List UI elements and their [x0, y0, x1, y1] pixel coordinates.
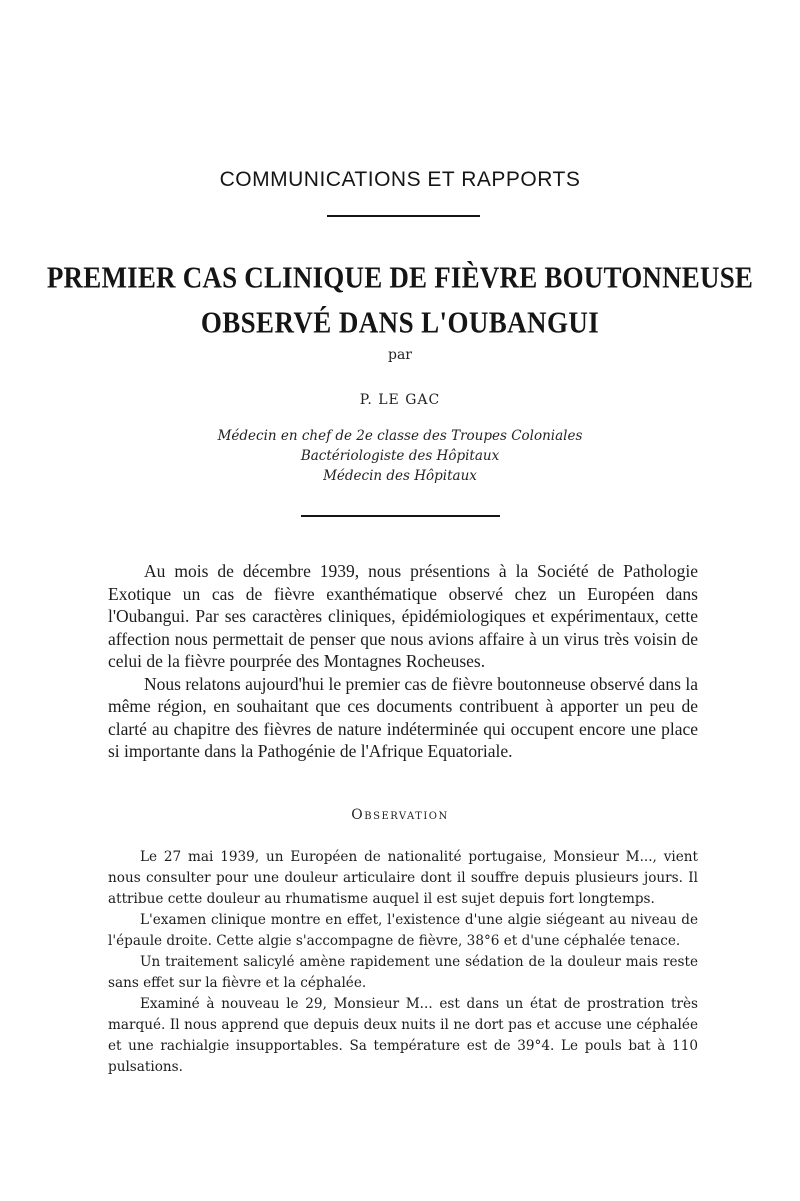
affiliation-line: Bactériologiste des Hôpitaux	[300, 448, 500, 464]
intro-paragraph: Au mois de décembre 1939, nous présentions à la Société de Pathologie Exotique un cas de fièvre exanthématique observé chez un Européen dans l'Oubangui. Par ses caractères cliniques, épidémiologiques et expérimentaux, cette affection nous permettait de penser que nous avions affaire à un virus très voisin de celui de la fièvre pourprée des Montagnes Rocheuses.	[108, 561, 698, 671]
author-name: P. LE GAC	[359, 392, 441, 408]
author-affiliations	[0, 426, 800, 486]
byline-par: par	[387, 347, 412, 363]
intro-paragraph: Nous relatons aujourd'hui le premier cas de fièvre boutonneuse observé dans la même région, en souhaitant que ces documents contribuent à apporter un peu de clarté au chapitre des fièvres de nature indéterminée qui occupent encore une place si importante dans la Pathogénie de l'Afrique Equatoriale.	[108, 673, 698, 761]
affiliation-line: Médecin en chef de 2e classe des Troupes Coloniales	[217, 428, 583, 444]
observation-paragraph: Examiné à nouveau le 29, Monsieur M... est dans un état de prostration très marqué. Il nous apprend que depuis deux nuits il ne dort pas et accuse une céphalée et une rachialgie insupportables. Sa température est de 39°4. Le pouls bat à 110 pulsations.	[108, 996, 698, 1075]
observation-text	[108, 847, 698, 1078]
intro-text	[108, 560, 698, 763]
article-title-line-1: PREMIER CAS CLINIQUE DE FIÈVRE BOUTONNEUSE	[46, 259, 754, 295]
section-heading: COMMUNICATIONS ET RAPPORTS	[219, 168, 581, 191]
observation-paragraph: Un traitement salicylé amène rapidement une sédation de la douleur mais reste sans effet sur la fièvre et la céphalée.	[108, 954, 698, 991]
middle-rule-divider	[301, 515, 500, 517]
top-rule-divider	[327, 215, 480, 217]
observation-paragraph: Le 27 mai 1939, un Européen de nationalité portugaise, Monsieur M..., vient nous consulter pour une douleur articulaire dont il souffre depuis plusieurs jours. Il attribue cette douleur au rhumatisme auquel il est sujet depuis fort longtemps.	[108, 849, 698, 907]
article-title-line-2: OBSERVÉ DANS L'OUBANGUI	[200, 304, 600, 340]
observation-heading: Observation	[351, 807, 449, 823]
observation-paragraph: L'examen clinique montre en effet, l'existence d'une algie siégeant au niveau de l'épaule droite. Cette algie s'accompagne de fièvre, 38°6 et d'une céphalée tenace.	[108, 912, 698, 949]
affiliation-line: Médecin des Hôpitaux	[323, 468, 477, 484]
